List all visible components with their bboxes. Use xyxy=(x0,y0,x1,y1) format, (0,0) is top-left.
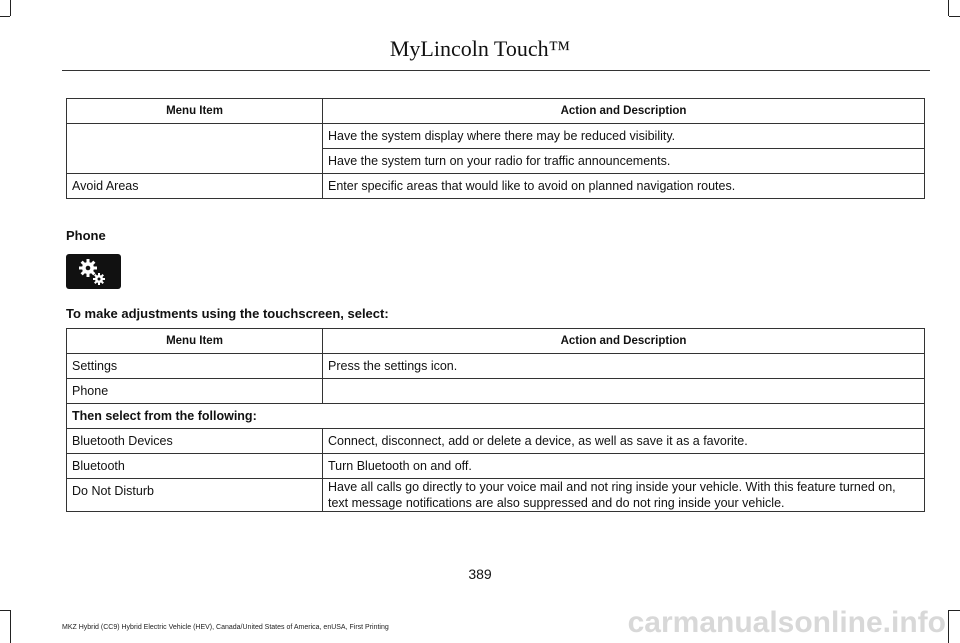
menu-item-cell xyxy=(67,124,323,174)
column-header: Action and Description xyxy=(323,99,925,124)
table-row xyxy=(67,404,925,429)
table-header-row xyxy=(67,99,925,124)
table-row xyxy=(67,479,925,512)
header-divider xyxy=(62,70,930,71)
crop-mark xyxy=(10,0,11,16)
menu-item-cell: Do Not Disturb xyxy=(67,479,323,512)
crop-mark xyxy=(0,16,10,17)
table-row xyxy=(67,454,925,479)
page-title: MyLincoln Touch™ xyxy=(389,36,571,61)
watermark: carmanualsonline.info xyxy=(627,606,946,639)
crop-mark xyxy=(948,610,949,643)
column-header: Menu Item xyxy=(67,329,323,354)
settings-gears-icon xyxy=(66,254,121,289)
crop-mark xyxy=(10,610,11,643)
table-row xyxy=(67,354,925,379)
description-cell: Connect, disconnect, add or delete a device, as well as save it as a favorite. xyxy=(323,429,925,454)
section-heading: Phone xyxy=(66,228,106,243)
description-cell: Enter specific areas that would like to avoid on planned navigation routes. xyxy=(323,174,925,199)
table-row xyxy=(67,429,925,454)
description-cell: Press the settings icon. xyxy=(323,354,925,379)
table-header-row xyxy=(67,329,925,354)
table-row xyxy=(67,174,925,199)
navigation-settings-table xyxy=(66,98,925,199)
menu-item-cell: Phone xyxy=(67,379,323,404)
phone-settings-table xyxy=(66,328,925,512)
table-row xyxy=(67,379,925,404)
menu-item-cell: Bluetooth xyxy=(67,454,323,479)
crop-mark xyxy=(0,610,10,611)
table-row xyxy=(67,124,925,149)
instruction-text: To make adjustments using the touchscreen, select: xyxy=(66,306,389,321)
menu-item-cell: Bluetooth Devices xyxy=(67,429,323,454)
crop-mark xyxy=(949,16,960,17)
menu-item-cell: Settings xyxy=(67,354,323,379)
description-cell: Turn Bluetooth on and off. xyxy=(323,454,925,479)
span-row: Then select from the following: xyxy=(67,404,925,429)
column-header: Action and Description xyxy=(323,329,925,354)
column-header: Menu Item xyxy=(67,99,323,124)
description-cell: Have the system turn on your radio for traffic announcements. xyxy=(323,149,925,174)
crop-mark xyxy=(949,610,960,611)
description-cell xyxy=(323,379,925,404)
page-number: 389 xyxy=(468,566,492,582)
menu-item-cell: Avoid Areas xyxy=(67,174,323,199)
description-cell: Have all calls go directly to your voice mail and not ring inside your vehicle. With this feature turned on, text message notifications are also suppressed and do not ring inside your vehicle. xyxy=(323,479,925,512)
footer-text: MKZ Hybrid (CC9) Hybrid Electric Vehicle (HEV), Canada/United States of America, enUSA, First Printing xyxy=(62,624,389,631)
description-cell: Have the system display where there may be reduced visibility. xyxy=(323,124,925,149)
crop-mark xyxy=(948,0,949,16)
